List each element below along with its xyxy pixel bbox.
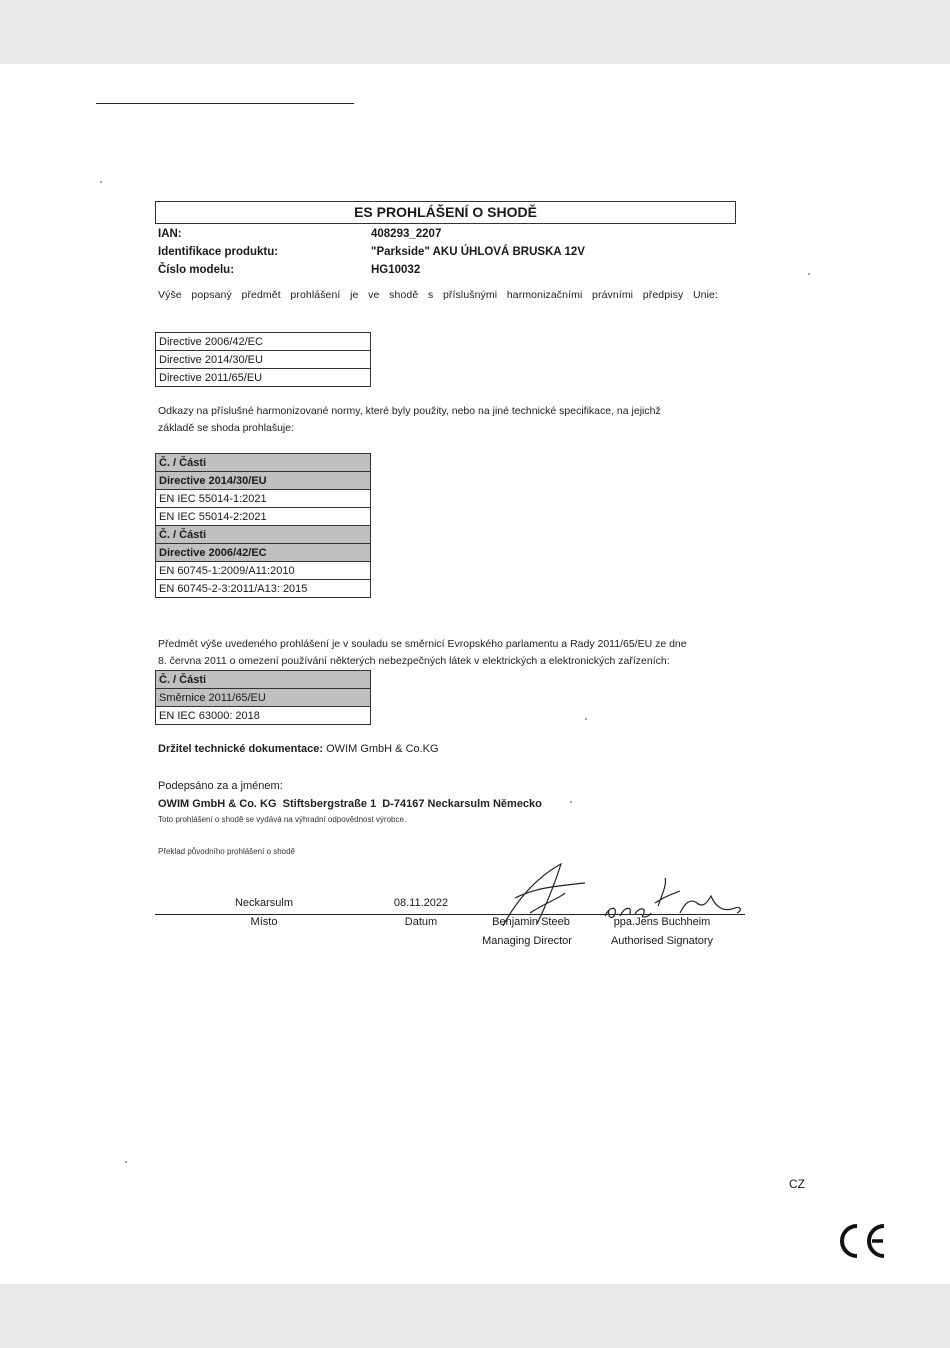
tech-doc-label: Držitel technické dokumentace: (158, 743, 324, 755)
document-title: ES PROHLÁŠENÍ O SHODĚ (155, 201, 736, 224)
rohs-table (155, 670, 371, 725)
rohs-standard-cell: EN IEC 63000: 2018 (156, 707, 371, 725)
date-label: Datum (404, 916, 438, 928)
place-label: Místo (250, 916, 278, 928)
directives-table (155, 332, 371, 387)
standard-cell: EN IEC 55014-2:2021 (156, 508, 371, 526)
responsibility-note: Toto prohlášení o shodě se vydává na výhradní odpovědnost výrobce. (158, 815, 407, 824)
ce-mark-icon (836, 1222, 888, 1260)
top-margin-band (0, 0, 950, 64)
standards-intro-line-1: Odkazy na příslušné harmonizované normy, které byly použity, nebo na jiné technické specifikace, na jejichž (158, 405, 661, 417)
standard-cell: EN IEC 55014-1:2021 (156, 490, 371, 508)
field-label: IAN: (158, 228, 182, 240)
tech-doc-holder (158, 741, 439, 758)
bottom-margin-band (0, 1284, 950, 1348)
signed-for-label: Podepsáno za a jménem: (158, 780, 283, 792)
rohs-intro-line-1: Předmět výše uvedeného prohlášení je v souladu se směrnicí Evropského parlamentu a Rady 2011/65/EU ze dne (158, 638, 687, 650)
signer2-role: Authorised Signatory (610, 935, 714, 947)
company-address: OWIM GmbH & Co. KG Stiftsbergstraße 1 D-74167 Neckarsulm Německo (158, 798, 542, 810)
conformity-intro: Výše popsaný předmět prohlášení je ve shodě s příslušnými harmonizačními právními předpisy Unie: (158, 289, 718, 301)
standards-header-cell: Č. / Části (156, 526, 371, 544)
signature-line (155, 914, 745, 915)
directive-cell: Directive 2006/42/EC (156, 333, 371, 351)
standards-header-cell: Directive 2014/30/EU (156, 472, 371, 490)
field-value: HG10032 (371, 264, 421, 276)
tech-doc-value: OWIM GmbH & Co.KG (326, 743, 439, 755)
scan-speck (585, 718, 587, 720)
rohs-header-cell: Směrnice 2011/65/EU (156, 689, 371, 707)
signer1-role: Managing Director (482, 935, 572, 947)
standards-intro-line-2: základě se shoda prohlašuje: (158, 422, 295, 434)
standards-header-cell: Directive 2006/42/EC (156, 544, 371, 562)
signer1-name: Benjamin Steeb (492, 916, 570, 928)
field-label: Číslo modelu: (158, 264, 235, 276)
language-code: CZ (789, 1177, 805, 1191)
scan-speck (125, 1161, 127, 1163)
field-value: "Parkside" AKU ÚHLOVÁ BRUSKA 12V (371, 246, 585, 258)
scan-speck (570, 801, 572, 803)
directive-cell: Directive 2014/30/EU (156, 351, 371, 369)
scan-speck (100, 181, 102, 183)
field-label: Identifikace produktu: (158, 246, 279, 258)
directive-cell: Directive 2011/65/EU (156, 369, 371, 387)
place-value: Neckarsulm (234, 897, 294, 909)
rohs-intro-line-2: 8. června 2011 o omezení používání některých nebezpečných látek v elektrických a elektronických zařízeních: (158, 655, 670, 667)
rohs-header-cell: Č. / Části (156, 671, 371, 689)
standard-cell: EN 60745-2-3:2011/A13: 2015 (156, 580, 371, 598)
scan-speck (808, 273, 810, 275)
field-value: 408293_2207 (371, 228, 442, 240)
date-value: 08.11.2022 (393, 897, 449, 909)
standard-cell: EN 60745-1:2009/A11:2010 (156, 562, 371, 580)
standards-table (155, 453, 371, 598)
header-rule (96, 103, 354, 104)
standards-header-cell: Č. / Části (156, 454, 371, 472)
signer2-name: ppa.Jens Buchheim (613, 916, 711, 928)
translation-note: Překlad původního prohlášení o shodě (158, 847, 295, 856)
